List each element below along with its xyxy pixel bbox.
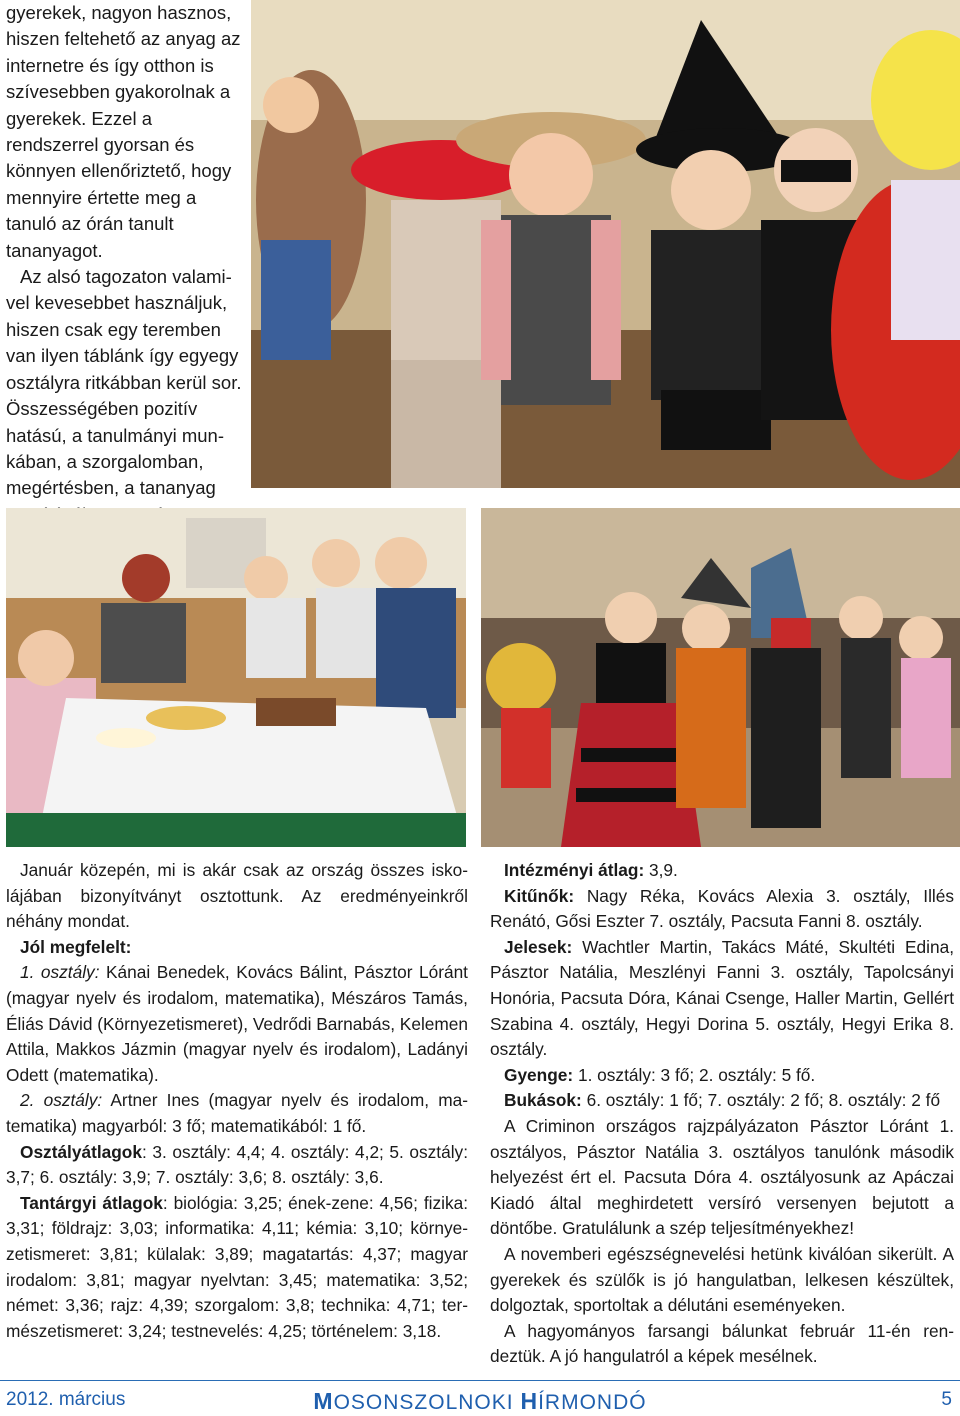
- carnival-photo-costumes: [251, 0, 960, 488]
- carnival-paragraph: A hagyományos farsangi bálunkat február 11-én rendeztük. A jó hangulatról a képek mesélnek.: [490, 1320, 954, 1367]
- intro-text-block: [6, 0, 246, 528]
- title-initial-m: M: [313, 1388, 334, 1414]
- weak-students-label: Gyenge:: [504, 1064, 574, 1085]
- cooking-class-photo: [6, 508, 466, 847]
- newspaper-title: [0, 1388, 960, 1415]
- excellent-students: [490, 884, 954, 935]
- subject-averages: [6, 1191, 468, 1345]
- class-1-results: [6, 960, 468, 1088]
- weak-students: [490, 1063, 954, 1089]
- intro-paragraph-2: Az alsó tagozaton valamivel kevesebbet használjuk, hiszen csak egy teremben van ilyen táblánk így egyegy osztályra ritkábban kerül sor. Összességében pozitív hatású, a tanulmányi munkában, a szorgalomban, megértésben, a tananyag: [6, 266, 242, 499]
- class-averages-label: Osztályátlagok: [20, 1141, 142, 1162]
- class-2-label: 2. osztály:: [20, 1090, 103, 1111]
- honor-students: [490, 935, 954, 1063]
- class-averages-text: : 3. osztály: 4,4; 4. osztály: 4,2; 5. osztály: 3,7; 6. osztály: 3,9; 7. osztály: 3,6; 8. osztály: 3,6.: [6, 1141, 468, 1188]
- institution-average-label: Intézményi átlag:: [504, 860, 645, 880]
- subject-averages-label: Tantárgyi átlagok: [20, 1192, 163, 1213]
- report-intro: Január közepén, mi is akár csak az ország összes iskolájában bizonyítványt osztottunk. Az eredményeinkről néhány mondat.: [6, 860, 468, 932]
- footer-date: 2012. március: [6, 1389, 126, 1410]
- class-2-text: Artner Ines (magyar nyelv és irodalom, matematika) magyarból: 3 fő; matematikából: 1 fő.: [6, 1090, 468, 1136]
- class-1-label: 1. osztály:: [20, 962, 100, 983]
- carnival-hall-photo: [481, 508, 960, 847]
- failing-students-label: Bukások:: [504, 1090, 582, 1111]
- failing-students-text: 6. osztály: 1 fő; 7. osztály: 2 fő; 8. osztály: 2 fő: [581, 1090, 941, 1111]
- jol-megfelelt-heading: Jól megfelelt:: [20, 936, 132, 957]
- excellent-students-label: Kitűnők:: [504, 885, 575, 906]
- criminon-paragraph: A Criminon országos rajzpályázaton Pásztor Lóránt 1. osztályos, Pásztor Natália 3. osztályos tanulónk második helyezést ért el. Pacsuta Dóra 4. osztályosunk az Apáczai Kiadó által meghirdetett versíró versenyen bejutott a döntőbe. Gratulálunk a szép teljesítményekhez!: [490, 1115, 954, 1239]
- weak-students-text: 1. osztály: 3 fő; 2. osztály: 5 fő.: [573, 1064, 816, 1085]
- subject-averages-text: : biológia: 3,25; ének-zene: 4,56; fizika: 3,31; földrajz: 3,03; informatika: 4,11; kémia: 3,10; környezetismeret: 3,81; külalak: 3,89; magatartás: 4,37; magyar irodalom: 3,81; magyar nyelvtan: 3,45; matematika: 3,52; német: 3,36; rajz: 4,39; szorgalom: 3,8; technika: 4,71; természetismeret: 3,24; testnevelés: 4,25; történelem: 3,18.: [6, 1192, 468, 1341]
- failing-students: [490, 1088, 954, 1114]
- grades-report-column: [6, 858, 468, 1344]
- achievements-column: [490, 858, 954, 1370]
- title-part-1: OSONSZOLNOKI: [333, 1391, 521, 1414]
- excellent-students-text: Nagy Réka, Kovács Alexia 3. osztály, Illés Renátó, Gősi Eszter 7. osztály, Pacsuta Fanni 8. osztály.: [490, 885, 954, 932]
- title-initial-h: H: [520, 1388, 539, 1414]
- page-footer: [0, 1380, 960, 1416]
- class-1-text: Kánai Benedek, Kovács Bálint, Pásztor Lóránt (magyar nyelv és irodalom, matematika), Mészáros Tamás, Éliás Dávid (Környezetismeret), Vedrődi Barnabás, Kelemen Attila, Makkos Jázmin (magyar nyelv és irodalom), Ladányi Odett (matematika).: [6, 962, 469, 1085]
- class-averages: [6, 1140, 468, 1191]
- honor-students-text: Wachtler Martin, Takács Máté, Skultéti Edina, Pásztor Natália, Meszlényi Fanni 3. osztály, Tapolcsányi Honória, Pacsuta Dóra, Kánai Csenge, Haller Martin, Gellért Szabina 4. osztály, Hegyi Dorina 5. osztály, Hegyi Erika 8. osztály.: [490, 936, 954, 1060]
- title-part-2: ÍRMONDÓ: [538, 1391, 647, 1414]
- honor-students-label: Jelesek:: [504, 936, 573, 957]
- institution-average: [490, 858, 954, 884]
- health-week-paragraph: A novemberi egészségnevelési hetünk kiválóan sikerült. A gyerekek és szülők is jó hangulatban, lelkesen készültek, dolgoztak, sportoltak a délutáni eseményeken.: [490, 1243, 954, 1316]
- institution-average-value: 3,9.: [644, 860, 678, 880]
- page-number: 5: [941, 1389, 952, 1410]
- intro-paragraph-1: gyerekek, nagyon hasznos, hiszen feltehető az anyag az internetre és így otthon is szívesebben gyakorolnak a gyerekek. Ezzel a rendszerrel gyorsan és könnyen ellenőriztető, hogy mennyire értette meg a tanuló az órán tanult tananyagot.: [6, 2, 241, 261]
- class-2-results: [6, 1088, 468, 1139]
